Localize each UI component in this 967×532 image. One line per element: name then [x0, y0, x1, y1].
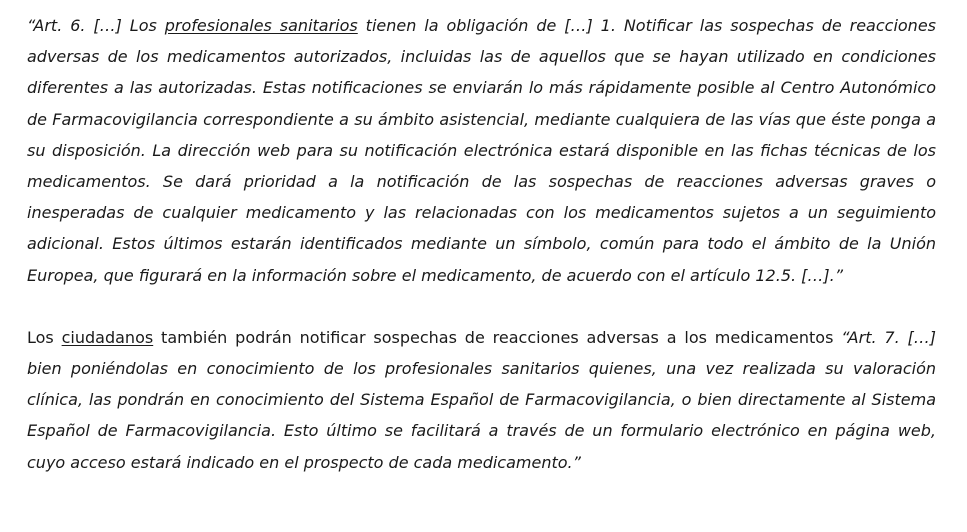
- document-body: [27, 10, 936, 478]
- profesionales-sanitarios-text: profesionales sanitarios: [164, 16, 358, 35]
- paragraph-ciudadanos: [27, 322, 936, 478]
- ciudadanos-text: ciudadanos: [61, 327, 154, 347]
- paragraph-art6-text-rest: tienen la obligación de […] 1. Notificar las sospechas de reacciones adversas de los medicamentos autorizados, incluidas las de aquellos que se hayan utilizado en condiciones diferentes a las autorizadas. Estas notificaciones se enviarán lo más rápidamente posible al Centro Autonómico de Farmacovigilancia correspondiente a su ámbito asistencial, mediante cualquiera de las vías que éste ponga a su disposición. La dirección web para su notificación electrónica estará disponible en las fichas técnicas de los medicamentos. Se dará prioridad a la notificación de las sospechas de reacciones adversas graves o inesperadas de cualquier medicamento y las relacionadas con los medicamentos sujetos a un seguimiento adicional. Estos últimos estarán identificados mediante un símbolo, común para todo el ámbito de la Unión Europea, que figurará en la información sobre el medicamento, de acuerdo con el artículo 12.5. […].”: [27, 16, 936, 285]
- paragraph-ciudadanos-text-start: Los: [27, 327, 62, 347]
- art7-quote-text: “Art. 7. […] bien poniéndolas en conocimiento de los profesionales sanitarios quienes, una vez realizada su valoración clínica, las pondrán en conocimiento del Sistema Español de Farmacovigilancia, o bien directamente al Sistema Español de Farmacovigilancia. Esto último se facilitará a través de un formulario electrónico en página web, cuyo acceso estará indicado en el prospecto de cada medicamento.”: [27, 327, 937, 472]
- paragraph-ciudadanos-text-mid: también podrán notificar sospechas de reacciones adversas a los medicamentos: [153, 327, 842, 347]
- paragraph-art6-quote: [27, 10, 936, 291]
- paragraph-art6-text-start: “Art. 6. […] Los: [27, 16, 165, 35]
